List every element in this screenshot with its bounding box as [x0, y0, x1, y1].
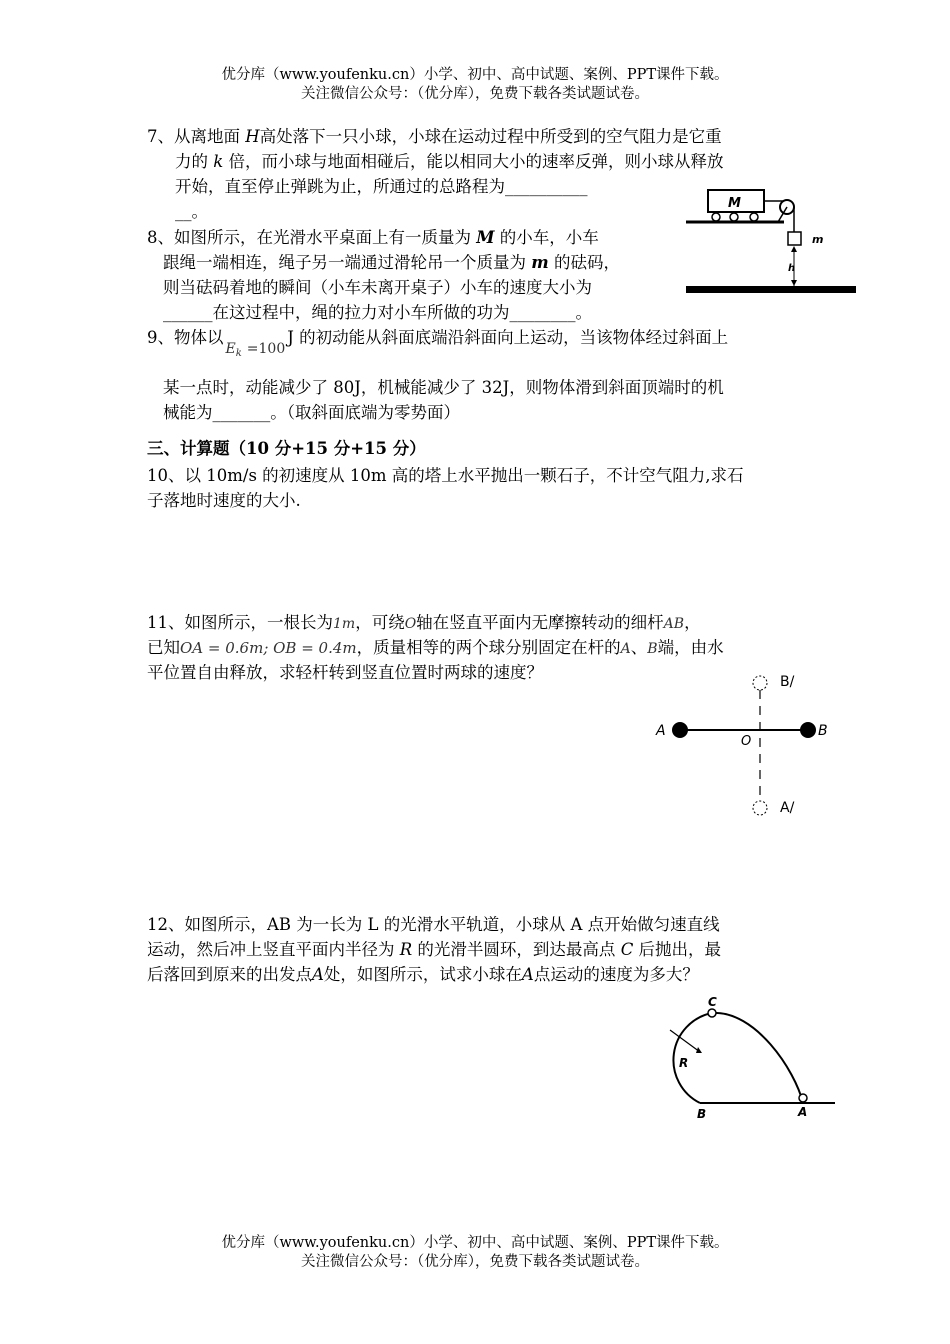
label-a-prime: A/: [780, 800, 795, 816]
q8-line-3: 则当砝码着地的瞬间（小车未离开桌子）小车的速度大小为: [163, 278, 592, 297]
weight-block: [788, 232, 801, 245]
label-o: O: [741, 734, 752, 749]
ball-a: [672, 722, 688, 738]
label-b-prime: B/: [780, 674, 795, 690]
cart-wheel-mid: [730, 213, 738, 221]
ball-b-prime: [753, 676, 767, 690]
label-b: B: [697, 1107, 707, 1121]
height-label: h: [788, 263, 796, 274]
header-line-1: 优分库（www.youfenku.cn）小学、初中、高中试题、案例、PPT课件下载。: [221, 67, 729, 83]
q10-line-1: 10、以 10m/s 的初速度从 10m 高的塔上水平抛出一颗石子，不计空气阻力,求石: [147, 466, 744, 485]
q11-line-3: 平位置自由释放，求轻杆转到竖直位置时两球的速度？: [147, 663, 543, 682]
cart-pulley-figure: [686, 182, 856, 298]
q8-line-2: 跟绳一端相连，绳子另一端通过滑轮吊一个质量为 m 的砝码，: [163, 253, 620, 272]
weight-label: m: [812, 233, 824, 246]
ball-at-a: [799, 1094, 807, 1102]
q9-line-2: 某一点时，动能减少了 80J，机械能减少了 32J，则物体滑到斜面顶端时的机: [163, 378, 724, 397]
label-b: B: [818, 723, 828, 739]
cart-wheel-left: [712, 213, 720, 221]
rotating-rod-figure: [650, 668, 840, 828]
q11-line-2: 已知OA = 0.6m; OB = 0.4m，质量相等的两个球分别固定在杆的A、B端，由水: [147, 638, 724, 657]
ball-a-prime: [753, 801, 767, 815]
projectile-path: [712, 1013, 803, 1103]
cart-label: M: [728, 196, 741, 211]
ball-at-c: [708, 1009, 716, 1017]
height-arrow-top: [791, 246, 797, 252]
footer-line-1: 优分库（www.youfenku.cn）小学、初中、高中试题、案例、PPT课件下载。: [221, 1235, 729, 1251]
q12-line-3: 后落回到原来的出发点A处，如图所示，试求小球在A点运动的速度为多大？: [147, 965, 699, 984]
q8-line-1: 8、如图所示，在光滑水平桌面上有一质量为 M 的小车，小车: [147, 228, 599, 247]
q12-line-1: 12、如图所示，AB 为一长为 L 的光滑水平轨道，小球从 A 点开始做匀速直线: [147, 915, 720, 934]
section-3-title: 三、计算题（10 分+15 分+15 分）: [147, 439, 426, 458]
label-a: A: [798, 1105, 808, 1119]
label-a: A: [656, 723, 666, 739]
floor: [686, 286, 856, 293]
label-r: R: [679, 1056, 689, 1070]
label-c: C: [708, 995, 717, 1009]
header-line-2: 关注微信公众号：（优分库），免费下载各类试题试卷。: [301, 86, 649, 102]
q7-line-4: __。: [175, 202, 208, 221]
q7-line-1: 7、从离地面 H高处落下一只小球，小球在运动过程中所受到的空气阻力是它重: [147, 127, 722, 146]
q9-line-3: 械能为_______。（取斜面底端为零势面）: [163, 403, 460, 422]
q7-line-3: 开始，直至停止弹跳为止，所通过的总路程为__________: [175, 177, 588, 196]
footer-line-2: 关注微信公众号：（优分库），免费下载各类试题试卷。: [301, 1254, 649, 1270]
height-arrow-bottom: [791, 280, 797, 286]
q8-line-4: ______在这过程中，绳的拉力对小车所做的功为________。: [163, 303, 592, 322]
q11-line-1: 11、如图所示，一根长为1m，可绕O轴在竖直平面内无摩擦转动的细杆AB，: [147, 613, 701, 632]
loop-track-figure: [655, 990, 840, 1125]
q12-line-2: 运动，然后冲上竖直平面内半径为 R 的光滑半圆环，到达最高点 C 后抛出，最: [147, 940, 722, 959]
q10-line-2: 子落地时速度的大小.: [147, 491, 301, 510]
cart-wheel-right: [750, 213, 758, 221]
ek-formula: Ek =100: [225, 341, 286, 359]
ball-b: [800, 722, 816, 738]
q9-line-1: 9、物体以Ek =100J 的初动能从斜面底端沿斜面向上运动，当该物体经过斜面上: [147, 325, 728, 353]
q7-line-2: 力的 k 倍，而小球与地面相碰后，能以相同大小的速率反弹，则小球从释放: [175, 152, 724, 171]
